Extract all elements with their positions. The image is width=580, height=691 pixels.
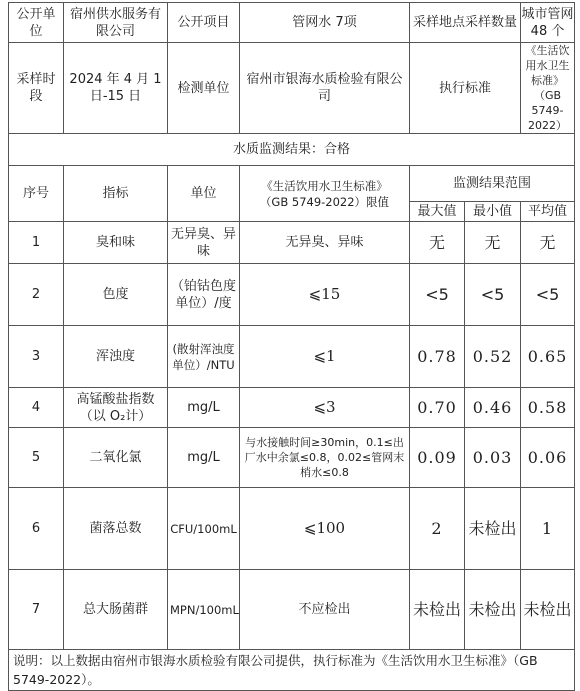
disclose-unit-value: 宿州供水服务有限公司	[64, 3, 168, 43]
row-unit: mg/L	[168, 428, 240, 488]
row-max: <5	[410, 264, 465, 326]
row-min: 0.03	[465, 428, 521, 488]
standard-value-line2: （GB 5749-2022）	[528, 89, 568, 132]
col-header-limit	[240, 166, 410, 222]
footnote: 说明：以上数据由宿州市银海水质检验有限公司提供，执行标准为《生活饮用水卫生标准》（GB 5749-2022）。	[9, 650, 575, 691]
table-row	[9, 388, 575, 428]
col-header-max: 最大值	[410, 202, 465, 222]
sampling-value	[521, 3, 575, 43]
row-indicator: 总大肠菌群	[64, 570, 168, 650]
disclose-unit-label: 公开单位	[9, 3, 64, 43]
table-row	[9, 222, 575, 264]
sampling-value-line2: 48 个	[530, 23, 565, 39]
row-min: <5	[465, 264, 521, 326]
row-indicator: 色度	[64, 264, 168, 326]
test-unit-label: 检测单位	[168, 43, 240, 134]
row-avg: 0.06	[521, 428, 575, 488]
water-quality-table	[8, 2, 575, 691]
row-avg: 无	[521, 222, 575, 264]
test-unit-value: 宿州市银海水质检验有限公司	[240, 43, 410, 134]
period-value: 2024 年 4 月 1 日-15 日	[64, 43, 168, 134]
row-limit: ⩽15	[240, 264, 410, 326]
col-header-min: 最小值	[465, 202, 521, 222]
row-min: 0.52	[465, 326, 521, 388]
row-no: 2	[9, 264, 64, 326]
col-header-unit: 单位	[168, 166, 240, 222]
row-no: 4	[9, 388, 64, 428]
table-row	[9, 326, 575, 388]
row-max: 0.09	[410, 428, 465, 488]
row-max: 2	[410, 488, 465, 570]
row-min: 未检出	[465, 488, 521, 570]
result-title: 水质监测结果：合格	[9, 134, 575, 166]
row-no: 7	[9, 570, 64, 650]
disclose-item-label: 公开项目	[168, 3, 240, 43]
row-no: 6	[9, 488, 64, 570]
standard-label: 执行标准	[410, 43, 521, 134]
col-header-indicator: 指标	[64, 166, 168, 222]
row-min: 无	[465, 222, 521, 264]
row-indicator: 臭和味	[64, 222, 168, 264]
row-min: 未检出	[465, 570, 521, 650]
row-avg: 未检出	[521, 570, 575, 650]
col-header-limit-line1: 《生活饮用水卫生标准》	[261, 178, 388, 193]
row-indicator: 高锰酸盐指数（以 O₂计）	[64, 388, 168, 428]
disclose-item-value: 管网水 7项	[240, 3, 410, 43]
row-limit: ⩽1	[240, 326, 410, 388]
row-unit: mg/L	[168, 388, 240, 428]
row-limit: 不应检出	[240, 570, 410, 650]
row-limit: 与水接触时间≥30min，0.1≤出厂水中余氯≤0.8，0.02≤管网末梢水≤0.8	[240, 428, 410, 488]
row-max: 无	[410, 222, 465, 264]
row-max: 0.78	[410, 326, 465, 388]
row-indicator: 菌落总数	[64, 488, 168, 570]
row-limit: ⩽3	[240, 388, 410, 428]
row-unit: 无异臭、异味	[168, 222, 240, 264]
row-max: 0.70	[410, 388, 465, 428]
table-row	[9, 570, 575, 650]
row-limit: 无异臭、异味	[240, 222, 410, 264]
col-header-limit-line2: （GB 5749-2022）限值	[259, 194, 390, 209]
row-no: 5	[9, 428, 64, 488]
row-no: 3	[9, 326, 64, 388]
row-unit: (散射浑浊度单位）/NTU	[168, 326, 240, 388]
period-label: 采样时段	[9, 43, 64, 134]
table-row	[9, 488, 575, 570]
row-avg: 0.58	[521, 388, 575, 428]
row-indicator: 二氧化氯	[64, 428, 168, 488]
row-no: 1	[9, 222, 64, 264]
sampling-label: 采样地点采样数量	[410, 3, 521, 43]
standard-value-line1: 《生活饮用水卫生标准》	[525, 44, 570, 87]
standard-value	[521, 43, 575, 134]
row-unit: MPN/100mL	[168, 570, 240, 650]
row-max: 未检出	[410, 570, 465, 650]
sampling-value-line1: 城市管网	[521, 6, 574, 22]
row-avg: <5	[521, 264, 575, 326]
row-limit: ⩽100	[240, 488, 410, 570]
table-row	[9, 264, 575, 326]
row-avg: 0.65	[521, 326, 575, 388]
row-min: 0.46	[465, 388, 521, 428]
col-header-no: 序号	[9, 166, 64, 222]
row-avg: 1	[521, 488, 575, 570]
table-row	[9, 428, 575, 488]
col-header-avg: 平均值	[521, 202, 575, 222]
row-unit: （铂钴色度单位）/度	[168, 264, 240, 326]
row-unit: CFU/100mL	[168, 488, 240, 570]
row-indicator: 浑浊度	[64, 326, 168, 388]
col-header-range: 监测结果范围	[410, 166, 575, 202]
